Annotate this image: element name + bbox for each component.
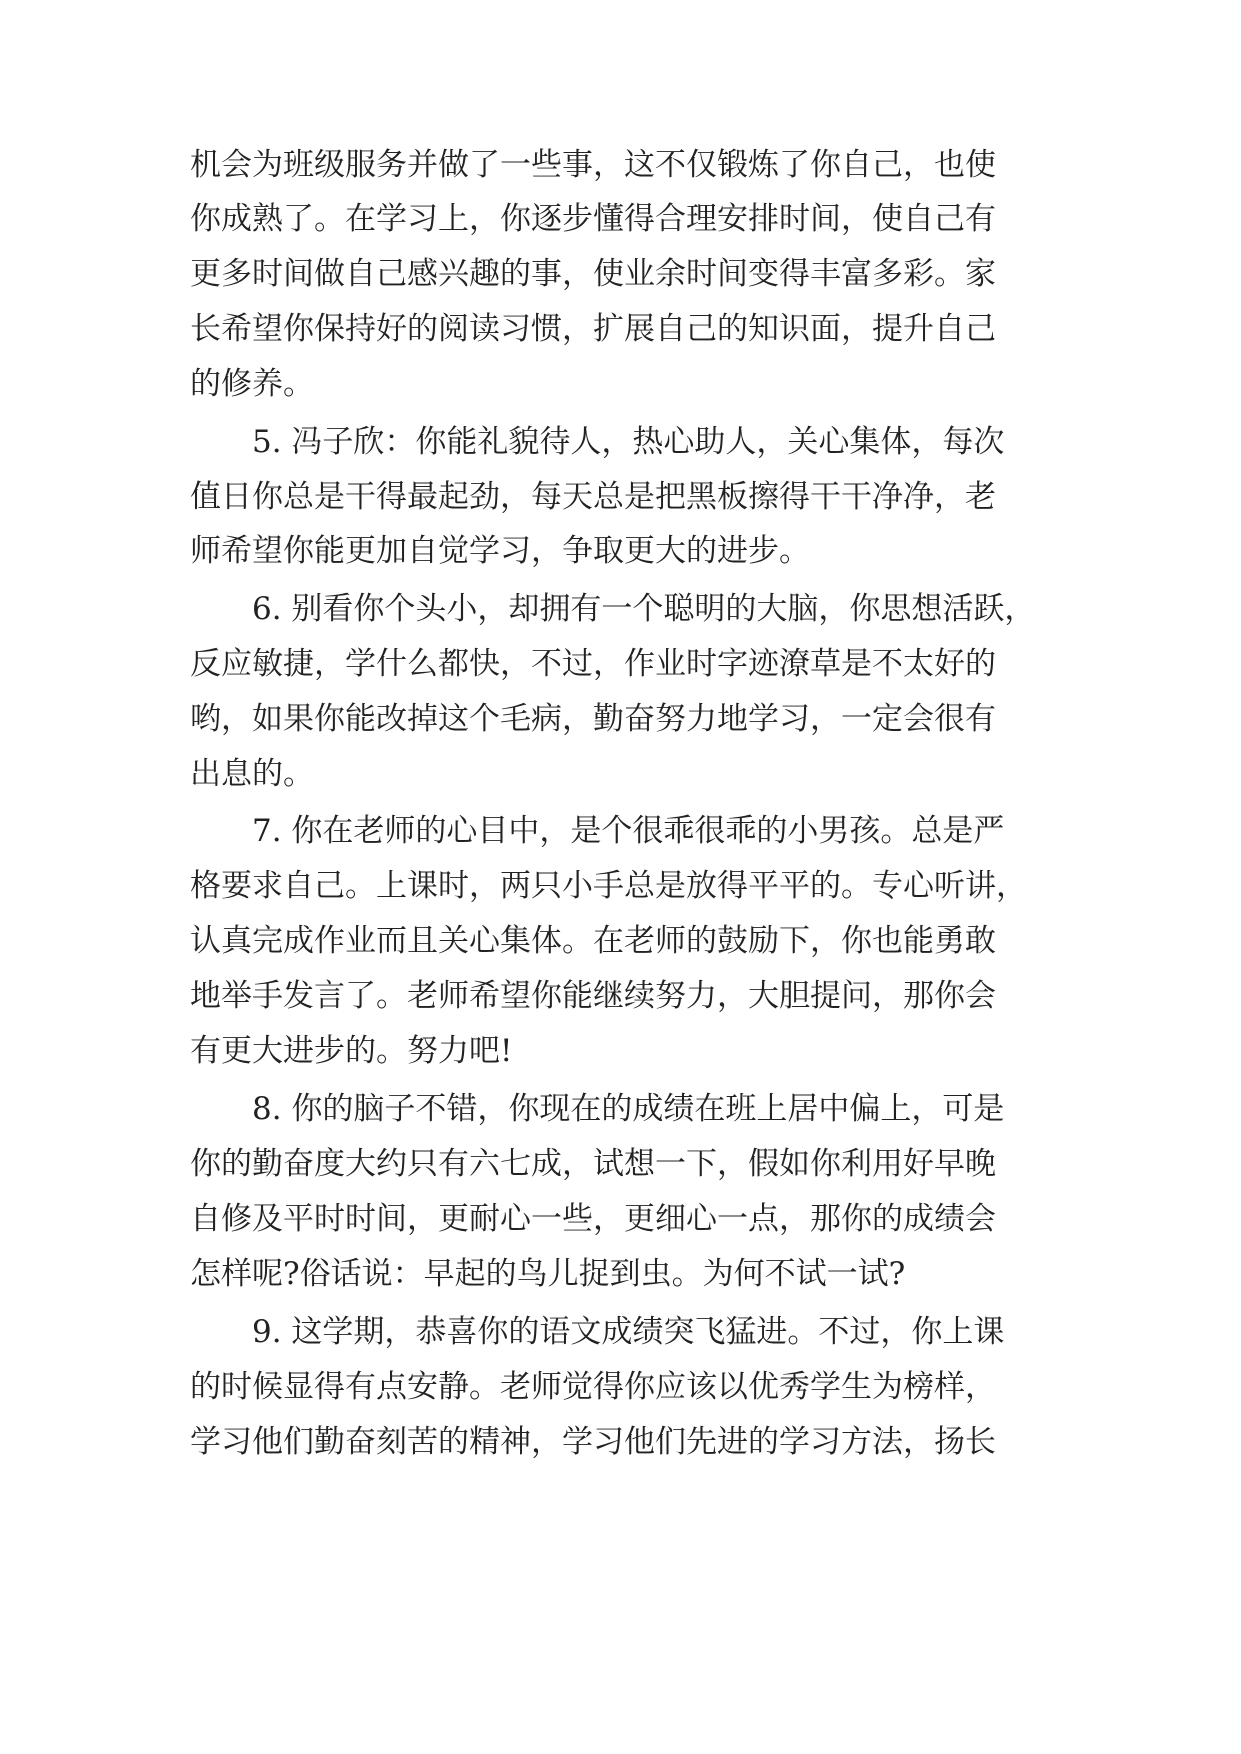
paragraph-7-line: 7. 你在老师的心目中，是个很乖很乖的小男孩。总是严 <box>252 813 1005 849</box>
paragraph-5-line: 5. 冯子欣：你能礼貌待人，热心助人，关心集体，每次 <box>252 424 1005 460</box>
text-line: 值日你总是干得最起劲，每天总是把黑板擦得干干净净，老 <box>190 479 996 515</box>
text-line: 出息的。 <box>190 756 314 792</box>
text-line: 自修及平时时间，更耐心一些，更细心一点，那你的成绩会 <box>190 1201 996 1237</box>
text-line: 格要求自己。上课时，两只小手总是放得平平的。专心听讲， <box>190 868 1027 904</box>
paragraph-6-line: 6. 别看你个头小，却拥有一个聪明的大脑，你思想活跃， <box>252 591 1036 627</box>
text-line: 长希望你保持好的阅读习惯，扩展自己的知识面，提升自己 <box>190 311 996 347</box>
text-line: 机会为班级服务并做了一些事，这不仅锻炼了你自己，也使 <box>190 147 996 183</box>
text-line: 怎样呢?俗话说：早起的鸟儿捉到虫。为何不试一试? <box>190 1256 906 1292</box>
text-line: 认真完成作业而且关心集体。在老师的鼓励下，你也能勇敢 <box>190 923 996 959</box>
paragraph-8-line: 8. 你的脑子不错，你现在的成绩在班上居中偏上，可是 <box>252 1091 1005 1127</box>
text-line: 的时候显得有点安静。老师觉得你应该以优秀学生为榜样， <box>190 1369 996 1405</box>
text-line: 哟，如果你能改掉这个毛病，勤奋努力地学习，一定会很有 <box>190 701 996 737</box>
text-line: 地举手发言了。老师希望你能继续努力，大胆提问，那你会 <box>190 978 996 1014</box>
text-line: 学习他们勤奋刻苦的精神，学习他们先进的学习方法，扬长 <box>190 1424 996 1460</box>
text-line: 反应敏捷，学什么都快，不过，作业时字迹潦草是不太好的 <box>190 646 996 682</box>
text-line: 你成熟了。在学习上，你逐步懂得合理安排时间，使自己有 <box>190 201 996 237</box>
text-line: 的修养。 <box>190 366 314 402</box>
text-line: 你的勤奋度大约只有六七成，试想一下，假如你利用好早晚 <box>190 1146 996 1182</box>
paragraph-9-line: 9. 这学期，恭喜你的语文成绩突飞猛进。不过，你上课 <box>252 1314 1005 1350</box>
text-line: 更多时间做自己感兴趣的事，使业余时间变得丰富多彩。家 <box>190 256 996 292</box>
text-line: 有更大进步的。努力吧! <box>190 1033 513 1069</box>
text-line: 师希望你能更加自觉学习，争取更大的进步。 <box>190 533 810 569</box>
